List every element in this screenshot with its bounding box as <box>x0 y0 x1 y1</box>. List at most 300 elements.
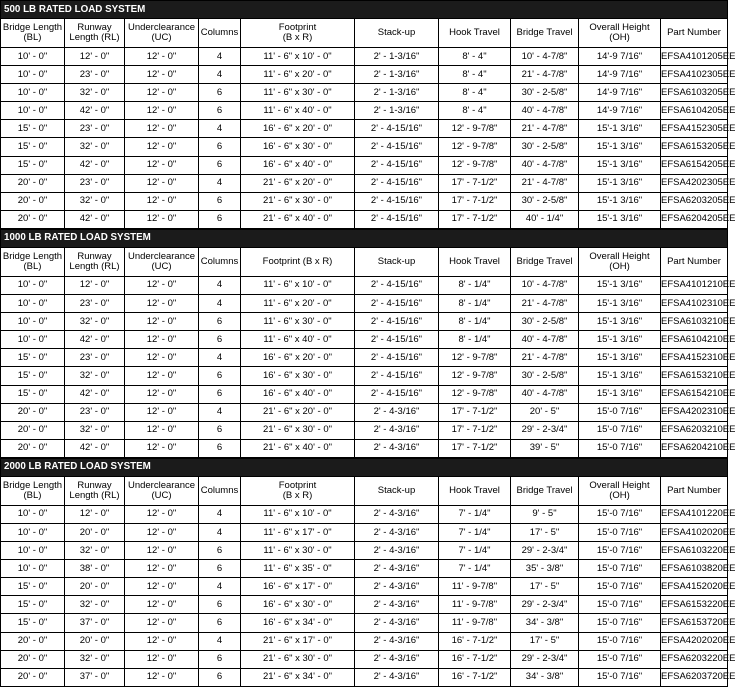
table-cell: 17' - 7-1/2" <box>439 192 511 210</box>
table-cell: 6 <box>199 367 241 385</box>
table-cell: 6 <box>199 210 241 228</box>
table-cell: 11' - 6" x 10' - 0" <box>241 276 355 294</box>
table-cell: 14'-9 7/16" <box>579 102 661 120</box>
table-cell: 12' - 9-7/8" <box>439 367 511 385</box>
table-cell: 14'-9 7/16" <box>579 66 661 84</box>
table-cell: 12' - 0" <box>125 632 199 650</box>
table-cell: 12' - 0" <box>125 84 199 102</box>
table-cell: 2' - 4-3/16" <box>355 523 439 541</box>
table-cell: 6 <box>199 313 241 331</box>
table-cell: 12' - 0" <box>125 48 199 66</box>
table-cell: 30' - 2-5/8" <box>511 313 579 331</box>
table-cell: 32' - 0" <box>65 596 125 614</box>
table-cell: 12' - 0" <box>125 120 199 138</box>
column-header: Runway Length (RL) <box>65 476 125 505</box>
table-cell: 6 <box>199 439 241 457</box>
table-cell: 17' - 7-1/2" <box>439 174 511 192</box>
section-table <box>0 458 735 687</box>
table-cell: 10' - 0" <box>1 313 65 331</box>
table-cell: EFSA4102020EE <box>661 523 728 541</box>
column-header: Bridge Travel <box>511 19 579 48</box>
table-cell: 16' - 7-1/2" <box>439 650 511 668</box>
table-cell: 12' - 0" <box>65 48 125 66</box>
table-cell: EFSA4202310EE <box>661 403 728 421</box>
table-cell: EFSA6104205EE <box>661 102 728 120</box>
table-cell: 23' - 0" <box>65 349 125 367</box>
table-cell: 11' - 6" x 17' - 0" <box>241 523 355 541</box>
table-cell: 9' - 5" <box>511 505 579 523</box>
table-cell: 21' - 4-7/8" <box>511 349 579 367</box>
table-cell: 12' - 0" <box>125 156 199 174</box>
section-table <box>0 0 735 229</box>
table-row <box>1 66 728 84</box>
column-header-row <box>1 247 728 276</box>
table-cell: 21' - 6" x 34' - 0" <box>241 668 355 686</box>
table-cell: 12' - 9-7/8" <box>439 138 511 156</box>
table-cell: 15'-0 7/16" <box>579 632 661 650</box>
table-cell: 2' - 4-3/16" <box>355 632 439 650</box>
table-cell: EFSA6103205EE <box>661 84 728 102</box>
table-cell: 8' - 4" <box>439 102 511 120</box>
table-cell: EFSA4152310EE <box>661 349 728 367</box>
table-row <box>1 421 728 439</box>
table-cell: 30' - 2-5/8" <box>511 192 579 210</box>
table-cell: 12' - 0" <box>125 174 199 192</box>
table-cell: 42' - 0" <box>65 102 125 120</box>
table-cell: 16' - 7-1/2" <box>439 632 511 650</box>
table-cell: EFSA6154210EE <box>661 385 728 403</box>
table-cell: 10' - 0" <box>1 505 65 523</box>
table-cell: 23' - 0" <box>65 174 125 192</box>
table-row <box>1 102 728 120</box>
table-cell: 15'-1 3/16" <box>579 210 661 228</box>
table-row <box>1 331 728 349</box>
column-header-row <box>1 19 728 48</box>
table-cell: 10' - 0" <box>1 542 65 560</box>
table-cell: 17' - 7-1/2" <box>439 210 511 228</box>
table-cell: 8' - 1/4" <box>439 276 511 294</box>
table-cell: 11' - 6" x 30' - 0" <box>241 313 355 331</box>
table-cell: EFSA6204210EE <box>661 439 728 457</box>
table-cell: 16' - 6" x 40' - 0" <box>241 156 355 174</box>
table-cell: 2' - 4-15/16" <box>355 385 439 403</box>
table-cell: EFSA6204205EE <box>661 210 728 228</box>
table-cell: 40' - 4-7/8" <box>511 385 579 403</box>
table-cell: 42' - 0" <box>65 439 125 457</box>
column-header: Part Number <box>661 247 728 276</box>
table-cell: 40' - 4-7/8" <box>511 331 579 349</box>
table-cell: 15' - 0" <box>1 138 65 156</box>
table-cell: EFSA6103220EE <box>661 542 728 560</box>
table-row <box>1 385 728 403</box>
table-cell: 12' - 9-7/8" <box>439 156 511 174</box>
table-cell: 15'-1 3/16" <box>579 349 661 367</box>
table-cell: 12' - 0" <box>125 385 199 403</box>
table-row <box>1 650 728 668</box>
table-cell: 15'-1 3/16" <box>579 295 661 313</box>
table-cell: 15'-0 7/16" <box>579 614 661 632</box>
table-cell: 16' - 6" x 17' - 0" <box>241 578 355 596</box>
table-cell: 4 <box>199 295 241 313</box>
table-cell: 12' - 0" <box>125 66 199 84</box>
table-cell: 15'-0 7/16" <box>579 560 661 578</box>
table-cell: 34' - 3/8" <box>511 668 579 686</box>
table-row <box>1 596 728 614</box>
table-cell: 15'-1 3/16" <box>579 313 661 331</box>
table-cell: 15'-1 3/16" <box>579 385 661 403</box>
table-cell: 35' - 3/8" <box>511 560 579 578</box>
table-cell: 6 <box>199 102 241 120</box>
table-cell: 10' - 4-7/8" <box>511 48 579 66</box>
table-cell: 38' - 0" <box>65 560 125 578</box>
table-cell: 2' - 4-3/16" <box>355 421 439 439</box>
table-cell: EFSA6103820EE <box>661 560 728 578</box>
table-cell: 29' - 2-3/4" <box>511 542 579 560</box>
table-cell: 7' - 1/4" <box>439 505 511 523</box>
table-row <box>1 174 728 192</box>
table-cell: 15'-1 3/16" <box>579 192 661 210</box>
table-cell: 32' - 0" <box>65 84 125 102</box>
table-cell: 11' - 6" x 10' - 0" <box>241 48 355 66</box>
table-cell: 12' - 0" <box>125 439 199 457</box>
table-cell: 30' - 2-5/8" <box>511 367 579 385</box>
table-cell: 12' - 0" <box>125 192 199 210</box>
table-cell: 16' - 6" x 20' - 0" <box>241 120 355 138</box>
table-cell: 12' - 0" <box>125 542 199 560</box>
section-title: 2000 LB RATED LOAD SYSTEM <box>1 458 728 476</box>
table-cell: 8' - 4" <box>439 84 511 102</box>
table-cell: 10' - 0" <box>1 66 65 84</box>
column-header: Part Number <box>661 476 728 505</box>
table-cell: 20' - 0" <box>1 403 65 421</box>
table-cell: 6 <box>199 614 241 632</box>
table-cell: 42' - 0" <box>65 156 125 174</box>
table-cell: 20' - 0" <box>65 578 125 596</box>
table-row <box>1 560 728 578</box>
table-cell: 15'-0 7/16" <box>579 439 661 457</box>
table-cell: 4 <box>199 174 241 192</box>
table-cell: 8' - 4" <box>439 66 511 84</box>
table-cell: 32' - 0" <box>65 421 125 439</box>
table-cell: 15'-0 7/16" <box>579 523 661 541</box>
table-cell: 11' - 9-7/8" <box>439 596 511 614</box>
table-row <box>1 48 728 66</box>
table-cell: 12' - 0" <box>125 596 199 614</box>
table-cell: 21' - 6" x 20' - 0" <box>241 403 355 421</box>
table-cell: 17' - 7-1/2" <box>439 421 511 439</box>
table-cell: EFSA6103210EE <box>661 313 728 331</box>
table-cell: 15'-0 7/16" <box>579 596 661 614</box>
table-cell: 10' - 0" <box>1 102 65 120</box>
table-cell: 29' - 2-3/4" <box>511 596 579 614</box>
table-cell: 2' - 4-15/16" <box>355 349 439 367</box>
table-cell: 16' - 6" x 30' - 0" <box>241 367 355 385</box>
table-cell: 12' - 0" <box>125 614 199 632</box>
table-cell: 14'-9 7/16" <box>579 48 661 66</box>
table-cell: 2' - 4-15/16" <box>355 138 439 156</box>
table-row <box>1 156 728 174</box>
column-header: Bridge Length (BL) <box>1 19 65 48</box>
table-cell: 2' - 4-3/16" <box>355 614 439 632</box>
table-cell: 37' - 0" <box>65 668 125 686</box>
table-cell: 15'-0 7/16" <box>579 668 661 686</box>
table-cell: 15'-1 3/16" <box>579 276 661 294</box>
table-cell: 21' - 4-7/8" <box>511 66 579 84</box>
table-cell: EFSA6153205EE <box>661 138 728 156</box>
table-cell: 2' - 4-15/16" <box>355 313 439 331</box>
table-cell: 17' - 7-1/2" <box>439 403 511 421</box>
table-cell: EFSA4152020EE <box>661 578 728 596</box>
column-header: Columns <box>199 476 241 505</box>
table-cell: EFSA4202305EE <box>661 174 728 192</box>
table-cell: 15' - 0" <box>1 156 65 174</box>
table-cell: EFSA4102305EE <box>661 66 728 84</box>
table-cell: 6 <box>199 385 241 403</box>
table-cell: 15'-0 7/16" <box>579 505 661 523</box>
table-cell: 21' - 6" x 30' - 0" <box>241 192 355 210</box>
table-cell: 21' - 4-7/8" <box>511 295 579 313</box>
table-cell: 12' - 0" <box>125 295 199 313</box>
table-cell: EFSA6154205EE <box>661 156 728 174</box>
column-header: Bridge Travel <box>511 476 579 505</box>
table-cell: 10' - 0" <box>1 560 65 578</box>
table-cell: 20' - 0" <box>1 632 65 650</box>
column-header: Stack-up <box>355 247 439 276</box>
table-cell: 4 <box>199 120 241 138</box>
table-cell: 16' - 6" x 30' - 0" <box>241 138 355 156</box>
table-cell: 12' - 9-7/8" <box>439 349 511 367</box>
table-cell: 11' - 6" x 30' - 0" <box>241 542 355 560</box>
table-cell: 23' - 0" <box>65 295 125 313</box>
table-cell: 34' - 3/8" <box>511 614 579 632</box>
column-header-row <box>1 476 728 505</box>
table-cell: 29' - 2-3/4" <box>511 421 579 439</box>
table-cell: 6 <box>199 542 241 560</box>
column-header: Footprint (B x R) <box>241 247 355 276</box>
column-header: Underclearance (UC) <box>125 19 199 48</box>
table-cell: 20' - 0" <box>1 650 65 668</box>
table-cell: 21' - 6" x 40' - 0" <box>241 210 355 228</box>
table-cell: 2' - 4-15/16" <box>355 295 439 313</box>
column-header: Runway Length (RL) <box>65 247 125 276</box>
column-header: Bridge Length (BL) <box>1 476 65 505</box>
table-cell: 6 <box>199 84 241 102</box>
table-cell: 32' - 0" <box>65 138 125 156</box>
table-cell: 15' - 0" <box>1 614 65 632</box>
table-cell: 2' - 4-15/16" <box>355 192 439 210</box>
column-header: Part Number <box>661 19 728 48</box>
table-cell: 16' - 7-1/2" <box>439 668 511 686</box>
table-cell: 37' - 0" <box>65 614 125 632</box>
table-cell: 15'-1 3/16" <box>579 138 661 156</box>
table-cell: 12' - 0" <box>125 578 199 596</box>
table-cell: 10' - 0" <box>1 523 65 541</box>
table-cell: 23' - 0" <box>65 120 125 138</box>
table-cell: 12' - 0" <box>125 367 199 385</box>
table-cell: EFSA6153210EE <box>661 367 728 385</box>
table-cell: 21' - 4-7/8" <box>511 120 579 138</box>
table-cell: 15'-0 7/16" <box>579 578 661 596</box>
table-cell: 42' - 0" <box>65 385 125 403</box>
table-cell: 12' - 0" <box>125 650 199 668</box>
table-cell: 20' - 0" <box>1 439 65 457</box>
column-header: Runway Length (RL) <box>65 19 125 48</box>
table-cell: 32' - 0" <box>65 313 125 331</box>
table-cell: 10' - 0" <box>1 276 65 294</box>
table-row <box>1 542 728 560</box>
table-cell: EFSA4101210EE <box>661 276 728 294</box>
column-header: Stack-up <box>355 476 439 505</box>
table-cell: 15' - 0" <box>1 120 65 138</box>
table-cell: EFSA6153720EE <box>661 614 728 632</box>
table-row <box>1 349 728 367</box>
table-cell: 12' - 0" <box>125 210 199 228</box>
table-cell: 12' - 0" <box>125 349 199 367</box>
column-header: Columns <box>199 247 241 276</box>
table-cell: 12' - 0" <box>125 276 199 294</box>
table-cell: 21' - 6" x 20' - 0" <box>241 174 355 192</box>
table-cell: 2' - 1-3/16" <box>355 66 439 84</box>
table-cell: 2' - 4-3/16" <box>355 560 439 578</box>
table-cell: 15'-0 7/16" <box>579 542 661 560</box>
table-cell: 4 <box>199 276 241 294</box>
table-cell: 8' - 4" <box>439 48 511 66</box>
table-row <box>1 632 728 650</box>
table-cell: 15'-1 3/16" <box>579 331 661 349</box>
table-cell: 2' - 4-3/16" <box>355 403 439 421</box>
table-cell: 15'-1 3/16" <box>579 156 661 174</box>
table-cell: 4 <box>199 349 241 367</box>
table-cell: 6 <box>199 650 241 668</box>
column-header: Overall Height (OH) <box>579 247 661 276</box>
table-row <box>1 367 728 385</box>
column-header: Hook Travel <box>439 476 511 505</box>
table-cell: 40' - 1/4" <box>511 210 579 228</box>
table-cell: 17' - 7-1/2" <box>439 439 511 457</box>
table-cell: 2' - 4-3/16" <box>355 439 439 457</box>
table-cell: 21' - 4-7/8" <box>511 174 579 192</box>
table-cell: 15' - 0" <box>1 367 65 385</box>
table-cell: 2' - 4-3/16" <box>355 596 439 614</box>
table-cell: 4 <box>199 403 241 421</box>
table-cell: 4 <box>199 48 241 66</box>
table-cell: 2' - 4-3/16" <box>355 578 439 596</box>
table-row <box>1 578 728 596</box>
table-cell: 11' - 6" x 10' - 0" <box>241 505 355 523</box>
section-title-row <box>1 229 728 247</box>
table-cell: EFSA4152305EE <box>661 120 728 138</box>
column-header: Hook Travel <box>439 247 511 276</box>
table-cell: EFSA4202020EE <box>661 632 728 650</box>
table-cell: 20' - 0" <box>1 210 65 228</box>
table-cell: 4 <box>199 578 241 596</box>
table-cell: 21' - 6" x 40' - 0" <box>241 439 355 457</box>
table-cell: 42' - 0" <box>65 210 125 228</box>
table-cell: 17' - 5" <box>511 523 579 541</box>
table-cell: 2' - 1-3/16" <box>355 102 439 120</box>
table-cell: 20' - 5" <box>511 403 579 421</box>
table-cell: 23' - 0" <box>65 403 125 421</box>
table-cell: 2' - 4-3/16" <box>355 668 439 686</box>
table-cell: 6 <box>199 192 241 210</box>
table-cell: 32' - 0" <box>65 650 125 668</box>
table-cell: 12' - 0" <box>125 331 199 349</box>
table-cell: 15'-1 3/16" <box>579 174 661 192</box>
table-cell: 7' - 1/4" <box>439 523 511 541</box>
table-row <box>1 614 728 632</box>
table-cell: 7' - 1/4" <box>439 542 511 560</box>
table-cell: 23' - 0" <box>65 66 125 84</box>
column-header: Overall Height (OH) <box>579 19 661 48</box>
table-cell: 40' - 4-7/8" <box>511 102 579 120</box>
table-cell: 12' - 0" <box>125 523 199 541</box>
table-cell: 6 <box>199 596 241 614</box>
table-cell: EFSA4101220EE <box>661 505 728 523</box>
table-cell: 21' - 6" x 30' - 0" <box>241 650 355 668</box>
table-cell: 6 <box>199 668 241 686</box>
table-cell: 12' - 0" <box>125 421 199 439</box>
table-row <box>1 192 728 210</box>
table-cell: 12' - 0" <box>125 668 199 686</box>
table-row <box>1 668 728 686</box>
table-cell: 2' - 4-3/16" <box>355 542 439 560</box>
column-header: Hook Travel <box>439 19 511 48</box>
table-cell: 12' - 0" <box>125 102 199 120</box>
table-cell: 2' - 4-15/16" <box>355 210 439 228</box>
section-table <box>0 229 735 458</box>
table-cell: 20' - 0" <box>1 421 65 439</box>
table-cell: 2' - 4-15/16" <box>355 120 439 138</box>
table-cell: 12' - 0" <box>125 403 199 421</box>
table-cell: 11' - 6" x 30' - 0" <box>241 84 355 102</box>
table-cell: 2' - 4-15/16" <box>355 174 439 192</box>
table-cell: EFSA6203210EE <box>661 421 728 439</box>
table-cell: 16' - 6" x 20' - 0" <box>241 349 355 367</box>
table-cell: 2' - 4-15/16" <box>355 367 439 385</box>
table-cell: 10' - 4-7/8" <box>511 276 579 294</box>
table-row <box>1 439 728 457</box>
table-cell: 21' - 6" x 17' - 0" <box>241 632 355 650</box>
table-cell: 30' - 2-5/8" <box>511 84 579 102</box>
table-cell: 40' - 4-7/8" <box>511 156 579 174</box>
table-cell: 10' - 0" <box>1 295 65 313</box>
table-cell: 20' - 0" <box>1 192 65 210</box>
table-cell: 4 <box>199 523 241 541</box>
table-cell: 12' - 0" <box>125 138 199 156</box>
table-cell: 15' - 0" <box>1 385 65 403</box>
column-header: Footprint (B x R) <box>241 476 355 505</box>
table-cell: 16' - 6" x 40' - 0" <box>241 385 355 403</box>
table-cell: 6 <box>199 331 241 349</box>
table-cell: 2' - 4-15/16" <box>355 331 439 349</box>
table-cell: 15' - 0" <box>1 349 65 367</box>
table-cell: 15' - 0" <box>1 596 65 614</box>
table-cell: 2' - 1-3/16" <box>355 48 439 66</box>
table-cell: 2' - 1-3/16" <box>355 84 439 102</box>
table-cell: 20' - 0" <box>65 632 125 650</box>
column-header: Footprint (B x R) <box>241 19 355 48</box>
table-cell: 6 <box>199 421 241 439</box>
table-cell: 8' - 1/4" <box>439 313 511 331</box>
table-cell: EFSA6153220EE <box>661 596 728 614</box>
table-row <box>1 313 728 331</box>
table-cell: 16' - 6" x 34' - 0" <box>241 614 355 632</box>
table-cell: 17' - 5" <box>511 632 579 650</box>
column-header: Underclearance (UC) <box>125 247 199 276</box>
table-row <box>1 505 728 523</box>
table-cell: 30' - 2-5/8" <box>511 138 579 156</box>
table-cell: 32' - 0" <box>65 367 125 385</box>
